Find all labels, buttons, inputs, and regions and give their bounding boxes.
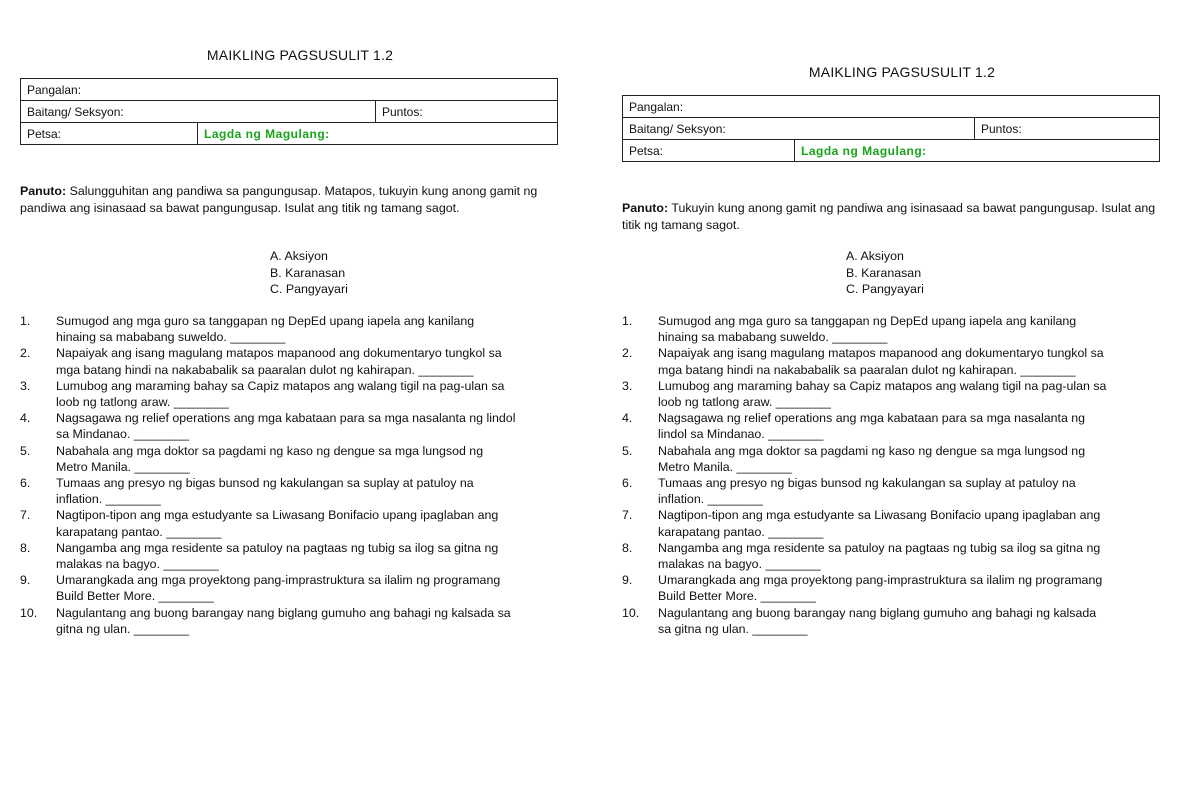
instructions-label: Panuto: bbox=[20, 184, 67, 198]
question-text: sa gitna ng ulan. ________ bbox=[658, 621, 808, 636]
question-text: Nagsagawa ng relief operations ang mga kabataan para sa mga nasalanta ng bbox=[658, 411, 1086, 426]
question-list bbox=[20, 313, 580, 637]
choice-c: C. Pangyayari bbox=[270, 282, 348, 296]
question-text: Nagulantang ang buong barangay nang biglang gumuho ang bahagi ng kalsada sa bbox=[56, 605, 511, 620]
question-text: inflation. ________ bbox=[658, 492, 763, 507]
student-info-table bbox=[20, 78, 558, 145]
question-item bbox=[20, 443, 580, 475]
question-item bbox=[622, 572, 1182, 604]
question-text: mga batang hindi na nakababalik sa paaralan dulot ng kahirapan. ________ bbox=[56, 362, 474, 377]
choice-c: C. Pangyayari bbox=[846, 282, 924, 296]
question-number: 4. bbox=[622, 411, 633, 426]
grade-section-field[interactable]: Baitang/ Seksyon: bbox=[623, 118, 975, 140]
instructions bbox=[20, 183, 565, 216]
question-text: hinaing sa mababang suweldo. ________ bbox=[658, 330, 888, 345]
question-item bbox=[20, 540, 580, 572]
question-item bbox=[20, 572, 580, 604]
question-item bbox=[622, 475, 1182, 507]
instructions-text: Tukuyin kung anong gamit ng pandiwa ang isinasaad sa bawat pangungusap. Isulat ang titik ng tamang sagot. bbox=[622, 201, 1156, 232]
question-number: 1. bbox=[622, 314, 633, 328]
question-text: lindol sa Mindanao. ________ bbox=[658, 427, 824, 442]
question-text: sa Mindanao. ________ bbox=[56, 427, 189, 442]
question-text: loob ng tatlong araw. ________ bbox=[56, 395, 229, 410]
question-item bbox=[20, 345, 580, 377]
question-text: malakas na bagyo. ________ bbox=[658, 557, 821, 572]
parent-signature-field[interactable]: Lagda ng Magulang: bbox=[795, 140, 1160, 162]
question-number: 9. bbox=[622, 573, 633, 588]
date-field[interactable]: Petsa: bbox=[21, 123, 198, 145]
question-text: Sumugod ang mga guro sa tanggapan ng DepEd upang iapela ang kanilang bbox=[658, 314, 1077, 328]
question-text: hinaing sa mababang suweldo. ________ bbox=[56, 330, 286, 345]
question-text: Nagtipon-tipon ang mga estudyante sa Liwasang Bonifacio upang ipaglaban ang bbox=[658, 508, 1101, 523]
question-item bbox=[622, 410, 1182, 442]
question-item bbox=[622, 443, 1182, 475]
question-item bbox=[622, 605, 1182, 637]
instructions bbox=[622, 200, 1167, 233]
question-text: Nagtipon-tipon ang mga estudyante sa Liwasang Bonifacio upang ipaglaban ang bbox=[56, 508, 499, 523]
question-item bbox=[622, 313, 1182, 345]
choice-b: B. Karanasan bbox=[270, 265, 346, 280]
question-text: gitna ng ulan. ________ bbox=[56, 621, 189, 636]
question-text: karapatang pantao. ________ bbox=[56, 524, 222, 539]
question-text: Sumugod ang mga guro sa tanggapan ng DepEd upang iapela ang kanilang bbox=[56, 314, 475, 328]
name-field[interactable]: Pangalan: bbox=[623, 96, 1160, 118]
score-field[interactable]: Puntos: bbox=[376, 101, 558, 123]
question-number: 1. bbox=[20, 314, 31, 328]
question-number: 9. bbox=[20, 573, 31, 588]
question-item bbox=[20, 378, 580, 410]
question-item bbox=[20, 313, 580, 345]
question-text: Nangamba ang mga residente sa patuloy na pagtaas ng tubig sa ilog sa gitna ng bbox=[658, 540, 1101, 555]
question-text: Napaiyak ang isang magulang matapos mapanood ang dokumentaryo tungkol sa bbox=[658, 346, 1104, 361]
question-number: 10. bbox=[20, 605, 38, 620]
question-text: karapatang pantao. ________ bbox=[658, 524, 824, 539]
choice-a: A. Aksiyon bbox=[846, 249, 904, 263]
question-item bbox=[20, 475, 580, 507]
question-text: Nabahala ang mga doktor sa pagdami ng kaso ng dengue sa mga lungsod ng bbox=[56, 443, 484, 458]
question-number: 7. bbox=[622, 508, 633, 523]
question-item bbox=[20, 507, 580, 539]
choice-a: A. Aksiyon bbox=[270, 249, 328, 263]
question-text: Nagsagawa ng relief operations ang mga kabataan para sa mga nasalanta ng lindol bbox=[56, 411, 516, 426]
question-text: inflation. ________ bbox=[56, 492, 161, 507]
question-number: 4. bbox=[20, 411, 31, 426]
question-text: Lumubog ang maraming bahay sa Capiz matapos ang walang tigil na pag-ulan sa bbox=[56, 378, 505, 393]
score-field[interactable]: Puntos: bbox=[975, 118, 1160, 140]
question-text: malakas na bagyo. ________ bbox=[56, 557, 219, 572]
question-number: 3. bbox=[20, 378, 31, 393]
question-item bbox=[20, 605, 580, 637]
question-text: loob ng tatlong araw. ________ bbox=[658, 395, 831, 410]
question-number: 8. bbox=[622, 540, 633, 555]
quiz-title: MAIKLING PAGSUSULIT 1.2 bbox=[808, 64, 996, 80]
question-item bbox=[622, 378, 1182, 410]
choice-b: B. Karanasan bbox=[846, 265, 922, 280]
question-item bbox=[20, 410, 580, 442]
question-number: 2. bbox=[622, 346, 633, 361]
quiz-sheet-left bbox=[20, 0, 580, 785]
question-list bbox=[622, 313, 1182, 637]
question-text: Tumaas ang presyo ng bigas bunsod ng kakulangan sa suplay at patuloy na bbox=[658, 476, 1076, 491]
question-item bbox=[622, 540, 1182, 572]
question-text: Umarangkada ang mga proyektong pang-imprastruktura sa ilalim ng programang bbox=[658, 573, 1103, 588]
quiz-sheet-right bbox=[622, 0, 1182, 785]
question-number: 8. bbox=[20, 540, 31, 555]
question-text: Napaiyak ang isang magulang matapos mapanood ang dokumentaryo tungkol sa bbox=[56, 346, 502, 361]
question-text: Metro Manila. ________ bbox=[658, 459, 792, 474]
student-info-table bbox=[622, 95, 1160, 162]
question-text: Build Better More. ________ bbox=[658, 589, 816, 604]
question-number: 5. bbox=[20, 443, 31, 458]
quiz-title: MAIKLING PAGSUSULIT 1.2 bbox=[206, 47, 394, 63]
parent-signature-field[interactable]: Lagda ng Magulang: bbox=[198, 123, 558, 145]
question-number: 5. bbox=[622, 443, 633, 458]
question-number: 6. bbox=[622, 476, 633, 491]
question-text: Build Better More. ________ bbox=[56, 589, 214, 604]
question-text: Tumaas ang presyo ng bigas bunsod ng kakulangan sa suplay at patuloy na bbox=[56, 476, 474, 491]
answer-choices bbox=[270, 248, 348, 298]
question-item bbox=[622, 507, 1182, 539]
question-text: Nagulantang ang buong barangay nang biglang gumuho ang bahagi ng kalsada bbox=[658, 605, 1097, 620]
question-number: 7. bbox=[20, 508, 31, 523]
name-field[interactable]: Pangalan: bbox=[21, 79, 558, 101]
answer-choices bbox=[846, 248, 924, 298]
question-text: Nangamba ang mga residente sa patuloy na pagtaas ng tubig sa ilog sa gitna ng bbox=[56, 540, 499, 555]
instructions-label: Panuto: bbox=[622, 201, 669, 215]
question-text: Lumubog ang maraming bahay sa Capiz matapos ang walang tigil na pag-ulan sa bbox=[658, 378, 1107, 393]
question-number: 2. bbox=[20, 346, 31, 361]
question-number: 10. bbox=[622, 605, 640, 620]
question-text: mga batang hindi na nakababalik sa paaralan dulot ng kahirapan. ________ bbox=[658, 362, 1076, 377]
grade-section-field[interactable]: Baitang/ Seksyon: bbox=[21, 101, 376, 123]
date-field[interactable]: Petsa: bbox=[623, 140, 795, 162]
question-text: Metro Manila. ________ bbox=[56, 459, 190, 474]
question-number: 6. bbox=[20, 476, 31, 491]
question-item bbox=[622, 345, 1182, 377]
question-text: Umarangkada ang mga proyektong pang-imprastruktura sa ilalim ng programang bbox=[56, 573, 501, 588]
instructions-text: Salungguhitan ang pandiwa sa pangungusap. Matapos, tukuyin kung anong gamit ng pandiwa ang isinasaad sa bawat pangungusap. Isulat ang titik ng tamang sagot. bbox=[20, 184, 538, 215]
question-number: 3. bbox=[622, 378, 633, 393]
question-text: Nabahala ang mga doktor sa pagdami ng kaso ng dengue sa mga lungsod ng bbox=[658, 443, 1086, 458]
